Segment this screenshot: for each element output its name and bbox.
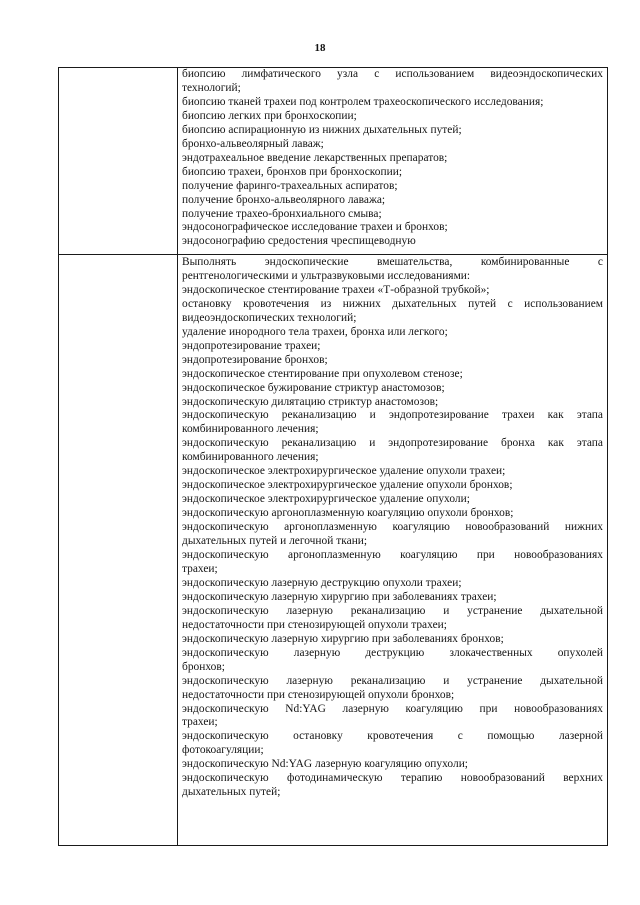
procedure-line: эндоскопическую лазерную хирургию при заболеваниях трахеи; <box>182 590 497 603</box>
procedure-line: трахеи; <box>182 562 218 575</box>
procedure-line: эндоскопическую лазерную хирургию при заболеваниях бронхов; <box>182 632 504 645</box>
procedure-line: эндоскопическую фотодинамическую терапию новообразований верхних <box>182 772 603 785</box>
procedure-line: биопсию лимфатического узла с использованием видеоэндоскопических <box>182 68 603 80</box>
right-cell <box>178 255 608 846</box>
procedure-line: биопсию трахеи, бронхов при бронхоскопии; <box>182 165 403 178</box>
procedure-line: эндопротезирование трахеи; <box>182 339 321 352</box>
procedures-table <box>58 67 608 846</box>
procedure-line: бронхо-альвеолярный лаваж; <box>182 137 324 150</box>
procedure-line: эндоскопическое стентирование трахеи «Т-образной трубкой»; <box>182 283 490 296</box>
procedure-line: биопсию тканей трахеи под контролем трахеоскопического исследования; <box>182 95 544 108</box>
procedure-line: комбинированного лечения; <box>182 423 319 436</box>
procedure-list <box>182 255 603 800</box>
left-cell <box>59 68 178 255</box>
procedure-line: эндоскопическую Nd:YAG лазерную коагуляцию опухоли; <box>182 758 468 771</box>
procedure-line: Выполнять эндоскопические вмешательства, комбинированные с <box>182 256 603 268</box>
procedure-line: эндотрахеальное введение лекарственных препаратов; <box>182 151 448 164</box>
procedure-line: удаление инородного тела трахеи, бронха или легкого; <box>182 325 448 338</box>
procedure-line: биопсию аспирационную из нижних дыхательных путей; <box>182 123 462 136</box>
procedure-line: эндоскопическую реканализацию и эндопротезирование трахеи как этапа <box>182 409 603 422</box>
procedure-line: технологий; <box>182 81 241 94</box>
procedure-line: эндоскопическую лазерную деструкцию опухоли трахеи; <box>182 576 462 589</box>
procedure-line: остановку кровотечения из нижних дыхательных путей с использованием <box>182 297 603 310</box>
procedure-line: получение бронхо-альвеолярного лаважа; <box>182 193 386 206</box>
procedure-line: получение фаринго-трахеальных аспиратов; <box>182 179 398 192</box>
procedure-line: эндоскопическую лазерную реканализацию и устранение дыхательной <box>182 604 603 617</box>
procedure-line: бронхов; <box>182 660 225 673</box>
procedure-line: эндоскопическую дилятацию стриктур анастомозов; <box>182 395 439 408</box>
procedure-line: эндоскопическую лазерную реканализацию и устранение дыхательной <box>182 674 603 687</box>
procedure-line: биопсию легких при бронхоскопии; <box>182 109 357 122</box>
procedure-line: эндоскопическое электрохирургическое удаление опухоли; <box>182 493 470 506</box>
procedure-line: эндоскопическую аргоноплазменную коагуляцию опухоли бронхов; <box>182 507 514 520</box>
procedure-line: эндосонографическое исследование трахеи и бронхов; <box>182 221 448 234</box>
procedure-line: рентгенологическими и ультразвуковыми исследованиями: <box>182 269 471 282</box>
procedure-list <box>182 68 603 249</box>
page-number: 18 <box>314 42 326 54</box>
procedure-line: эндоскопическую реканализацию и эндопротезирование бронха как этапа <box>182 437 603 450</box>
procedure-line: трахеи; <box>182 716 218 729</box>
procedure-line: эндоскопическую остановку кровотечения с помощью лазерной <box>182 730 603 743</box>
procedure-line: дыхательных путей и легочной ткани; <box>182 535 368 548</box>
procedure-line: недостаточности при стенозирующей опухоли бронхов; <box>182 688 455 701</box>
procedure-line: эндоскопическую аргоноплазменную коагуляцию при новообразованиях <box>182 549 603 562</box>
procedure-line: эндоскопическую аргоноплазменную коагуляцию новообразований нижних <box>182 521 603 534</box>
procedure-line: фотокоагуляции; <box>182 744 264 757</box>
procedure-line: эндоскопическое электрохирургическое удаление опухоли трахеи; <box>182 465 506 478</box>
procedure-line: эндопротезирование бронхов; <box>182 353 328 366</box>
procedure-line: недостаточности при стенозирующей опухоли трахеи; <box>182 618 447 631</box>
procedure-line: комбинированного лечения; <box>182 451 319 464</box>
procedure-line: эндоскопическое бужирование стриктур анастомозов; <box>182 381 445 394</box>
procedure-line: эндосонографию средостения чреспищеводную <box>182 235 416 248</box>
procedure-line: эндоскопическую лазерную деструкцию злокачественных опухолей <box>182 646 603 659</box>
left-cell <box>59 255 178 846</box>
right-cell <box>178 68 608 255</box>
procedure-line: эндоскопическое стентирование при опухолевом стенозе; <box>182 367 463 380</box>
procedure-line: получение трахео-бронхиального смыва; <box>182 207 382 220</box>
procedure-line: видеоэндоскопических технологий; <box>182 311 357 324</box>
table-row <box>59 255 608 846</box>
procedure-line: эндоскопическое электрохирургическое удаление опухоли бронхов; <box>182 479 513 492</box>
procedure-line: дыхательных путей; <box>182 786 281 799</box>
procedure-line: эндоскопическую Nd:YAG лазерную коагуляцию при новообразованиях <box>182 702 603 715</box>
table-row <box>59 68 608 255</box>
